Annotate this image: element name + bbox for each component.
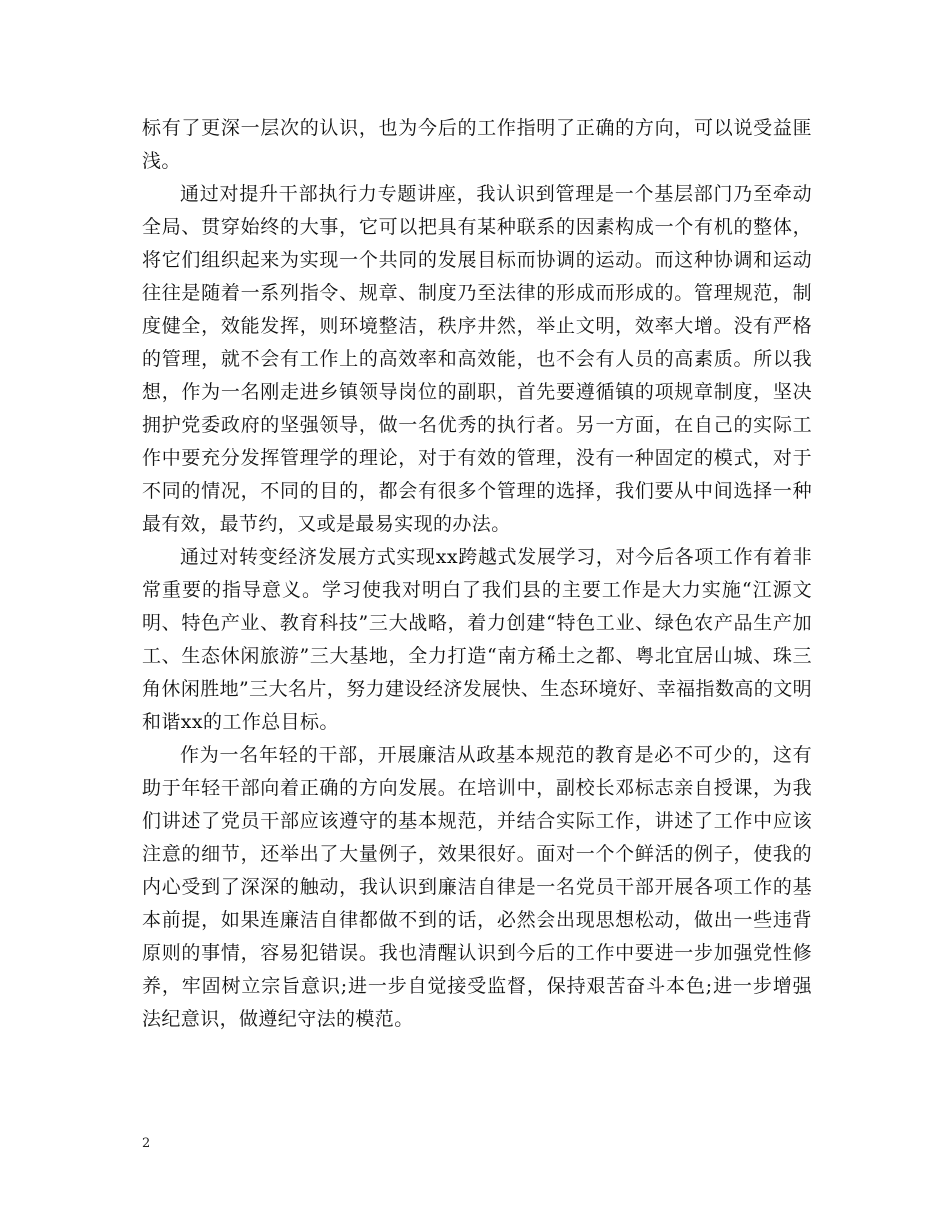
page-number: 2 <box>142 1136 151 1151</box>
paragraph-economic-development: 通过对转变经济发展方式实现xx跨越式发展学习，对今后各项工作有着非常重要的指导意义。学习使我对明白了我们县的主要工作是大力实施“江源文明、特色产业、教育科技”三大战略，着力创建“特色工业、绿色农产品生产加工、生态休闲旅游”三大基地，全力打造“南方稀土之都、粤北宜居山城、珠三角休闲胜地”三大名片，努力建设经济发展快、生态环境好、幸福指数高的文明和谐xx的工作总目标。 <box>142 546 812 733</box>
document-body <box>142 112 812 1036</box>
paragraph-integrity-education: 作为一名年轻的干部，开展廉洁从政基本规范的教育是必不可少的，这有助于年轻干部向着正确的方向发展。在培训中，副校长邓标志亲自授课，为我们讲述了党员干部应该遵守的基本规范，并结合实际工作，讲述了工作中应该注意的细节，还举出了大量例子，效果很好。面对一个个鲜活的例子，使我的内心受到了深深的触动，我认识到廉洁自律是一名党员干部开展各项工作的基本前提，如果连廉洁自律都做不到的话，必然会出现思想松动，做出一些违背原则的事情，容易犯错误。我也清醒认识到今后的工作中要进一步加强党性修养，牢固树立宗旨意识;进一步自觉接受监督，保持艰苦奋斗本色;进一步增强法纪意识，做遵纪守法的模范。 <box>142 744 812 1030</box>
paragraph-executive-ability: 通过对提升干部执行力专题讲座，我认识到管理是一个基层部门乃至牵动全局、贯穿始终的大事，它可以把具有某种联系的因素构成一个有机的整体，将它们组织起来为实现一个共同的发展目标而协调的运动。而这种协调和运动往往是随着一系列指令、规章、制度乃至法律的形成而形成的。管理规范，制度健全，效能发挥，则环境整洁，秩序井然，举止文明，效率大增。没有严格的管理，就不会有工作上的高效率和高效能，也不会有人员的高素质。所以我想，作为一名刚走进乡镇领导岗位的副职，首先要遵循镇的项规章制度，坚决拥护党委政府的坚强领导，做一名优秀的执行者。另一方面，在自己的实际工作中要充分发挥管理学的理论，对于有效的管理，没有一种固定的模式，对于不同的情况，不同的目的，都会有很多个管理的选择，我们要从中间选择一种最有效，最节约，又或是最易实现的办法。 <box>142 183 812 535</box>
paragraph-continuation: 标有了更深一层次的认识，也为今后的工作指明了正确的方向，可以说受益匪浅。 <box>142 117 812 172</box>
